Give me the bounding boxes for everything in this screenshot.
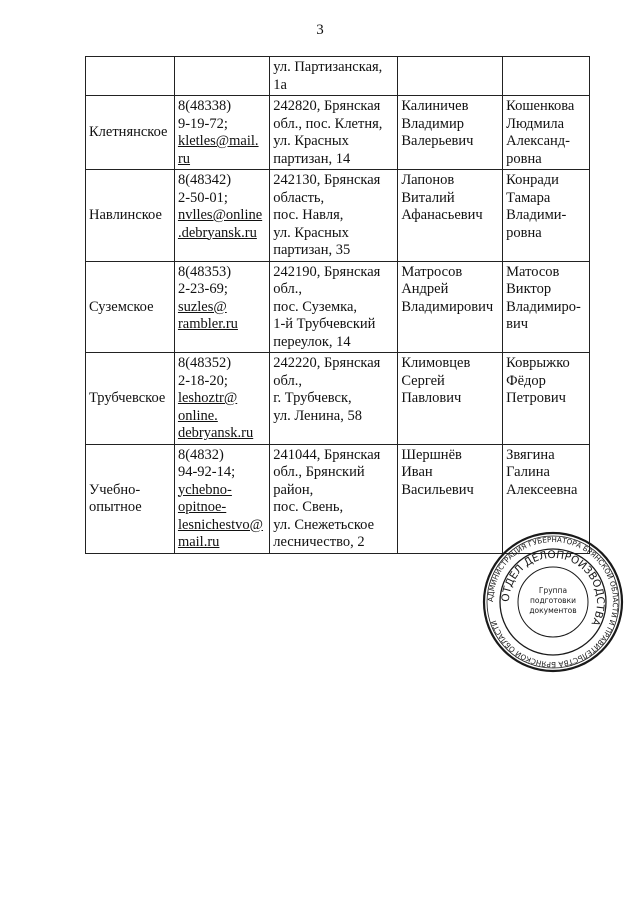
director-line: Иван: [401, 464, 433, 480]
address-line: ул. Красных: [273, 224, 349, 241]
forestry-departments-table: [85, 56, 590, 554]
address-line: 242130, Брянская: [273, 172, 381, 188]
name-line: Суземское: [89, 298, 154, 315]
accountant-line: Владими-: [506, 207, 567, 223]
phone-line: 2-23-69;: [177, 281, 228, 297]
name-cell: [86, 170, 175, 262]
address-line: 242190, Брянская: [273, 263, 381, 280]
phone-cell: [174, 261, 269, 353]
phone-cell: [174, 170, 269, 262]
director-line: Владимирович: [401, 298, 494, 315]
accountant-line: Алексеевна: [506, 481, 578, 498]
phone-line[interactable]: mail.ru: [177, 534, 220, 550]
address-line: обл., Брянский: [273, 464, 365, 480]
address-line: 241044, Брянская: [273, 446, 381, 463]
stamp-ring-text: АДМИНИСТРАЦИЯ ГУБЕРНАТОРА БРЯНСКОЙ ОБЛАСТИ И ПРАВИТЕЛЬСТВА БРЯНСКОЙ ОБЛАСТИ: [485, 534, 621, 670]
name-cell: [86, 444, 175, 553]
phone-line: 8(4832): [177, 446, 224, 463]
accountant-line: [506, 59, 586, 77]
accountant-line: Галина: [506, 464, 550, 480]
department-stamp: [481, 530, 625, 674]
director-cell: [398, 261, 503, 353]
address-cell: [270, 170, 398, 262]
address-line: ул. Ленина, 58: [273, 407, 362, 424]
table-row: [86, 353, 590, 445]
phone-line: 94-92-14;: [177, 464, 236, 480]
address-line: 1а: [273, 76, 287, 93]
name-cell: [86, 57, 175, 96]
accountant-line: Матосов: [506, 263, 560, 280]
phone-line[interactable]: suzles@: [177, 298, 227, 315]
address-line: ул. Красных: [273, 133, 349, 149]
phone-line: 8(48352): [177, 355, 232, 371]
address-line: 242820, Брянская: [273, 98, 381, 114]
director-line: Сергей: [401, 372, 445, 389]
phone-line: 8(48353): [177, 263, 232, 280]
table-row: [86, 96, 590, 170]
table-row: [86, 57, 590, 96]
phone-line[interactable]: debryansk.ru: [177, 425, 254, 441]
phone-line[interactable]: online.: [177, 407, 218, 424]
accountant-cell: [503, 96, 590, 170]
address-line: район,: [273, 481, 314, 498]
phone-line[interactable]: kletles@mail.: [177, 133, 259, 149]
phone-line: 8(48342): [177, 172, 232, 188]
accountant-line: ровна: [506, 150, 542, 167]
phone-line[interactable]: lesnichestvo@: [177, 516, 263, 533]
address-cell: [270, 261, 398, 353]
director-cell: [398, 353, 503, 445]
phone-line[interactable]: leshoztr@: [177, 390, 238, 406]
address-line: ул. Партизанская,: [273, 59, 383, 75]
name-line: Клетнянское: [89, 124, 168, 141]
director-line: Матросов: [401, 263, 463, 280]
director-line: Климовцев: [401, 355, 471, 371]
phone-line: 8(48338): [177, 98, 232, 114]
address-line: партизан, 35: [273, 242, 351, 258]
address-line: лесничество, 2: [273, 534, 365, 550]
address-line: пос. Суземка,: [273, 298, 358, 315]
address-line: переулок, 14: [273, 333, 351, 350]
director-line: Афанасьевич: [401, 207, 483, 223]
stamp-center-line: подготовки: [530, 596, 576, 605]
director-line: Калиничев: [401, 98, 469, 114]
accountant-cell: [503, 261, 590, 353]
address-line: обл., пос. Клетня,: [273, 115, 383, 132]
accountant-line: Коврыжко: [506, 355, 570, 371]
name-line: [89, 68, 171, 86]
accountant-line: Тамара: [506, 189, 551, 206]
phone-line: [178, 59, 266, 77]
accountant-cell: [503, 170, 590, 262]
stamp-inner-arc-text: ОТДЕЛ ДЕЛОПРОИЗВОДСТВА: [499, 548, 607, 628]
phone-cell: [174, 353, 269, 445]
accountant-line: Владимиро-: [506, 298, 581, 315]
director-line: Владимир: [401, 115, 464, 132]
address-cell: [270, 444, 398, 553]
name-cell: [86, 353, 175, 445]
phone-cell: [174, 444, 269, 553]
phone-line[interactable]: nvlles@online: [177, 207, 263, 223]
accountant-line: Кошенкова: [506, 98, 575, 114]
accountant-cell: [503, 353, 590, 445]
name-line: Трубчевское: [89, 390, 166, 406]
phone-cell: [174, 57, 269, 96]
phone-line: 2-18-20;: [177, 372, 228, 389]
address-cell: [270, 96, 398, 170]
director-cell: [398, 170, 503, 262]
director-line: Андрей: [401, 281, 449, 297]
accountant-line: ровна: [506, 224, 542, 241]
address-line: область,: [273, 189, 325, 206]
director-line: Валерьевич: [401, 133, 474, 149]
phone-cell: [174, 96, 269, 170]
address-line: ул. Снежетьское: [273, 516, 375, 533]
accountant-line: Виктор: [506, 281, 552, 297]
phone-line[interactable]: ru: [177, 150, 191, 167]
stamp-center-line: Группа: [538, 586, 568, 595]
name-line: Навлинское: [89, 207, 162, 223]
stamp-center-line: документов: [529, 606, 577, 615]
address-line: пос. Свень,: [273, 499, 344, 515]
address-line: обл.,: [273, 281, 302, 297]
phone-line[interactable]: .debryansk.ru: [177, 224, 257, 241]
accountant-line: Петрович: [506, 390, 566, 406]
address-line: пос. Навля,: [273, 207, 344, 223]
accountant-line: Александ-: [506, 133, 570, 149]
accountant-line: Звягина: [506, 446, 555, 463]
accountant-line: Конради: [506, 172, 559, 188]
address-line: партизан, 14: [273, 150, 351, 167]
director-cell: [398, 96, 503, 170]
table-row: [86, 261, 590, 353]
accountant-cell: [503, 57, 590, 96]
director-line: Виталий: [401, 189, 455, 206]
page-number: 3: [316, 22, 324, 38]
accountant-line: Фёдор: [506, 372, 546, 389]
name-line: Учебно-: [89, 481, 141, 498]
table-row: [86, 170, 590, 262]
address-line: 242220, Брянская: [273, 355, 381, 371]
phone-line: 9-19-72;: [177, 115, 228, 132]
address-cell: [270, 57, 398, 96]
address-line: г. Трубчевск,: [273, 390, 352, 406]
name-line: опытное: [89, 499, 142, 515]
director-line: Шершнёв: [401, 446, 462, 463]
address-line: 1-й Трубчевский: [273, 316, 376, 332]
name-cell: [86, 96, 175, 170]
director-line: Павлович: [401, 390, 462, 406]
name-cell: [86, 261, 175, 353]
phone-line[interactable]: ychebno-: [177, 481, 232, 498]
director-cell: [398, 57, 503, 96]
address-line: обл.,: [273, 372, 302, 389]
phone-line[interactable]: rambler.ru: [177, 316, 238, 332]
director-line: Лапонов: [401, 172, 455, 188]
phone-line[interactable]: opitnoe-: [177, 499, 227, 515]
director-line: [401, 59, 499, 77]
phone-line: 2-50-01;: [177, 189, 228, 206]
director-line: Васильевич: [401, 481, 474, 498]
address-cell: [270, 353, 398, 445]
accountant-line: Людмила: [506, 115, 565, 132]
accountant-line: вич: [506, 316, 529, 332]
